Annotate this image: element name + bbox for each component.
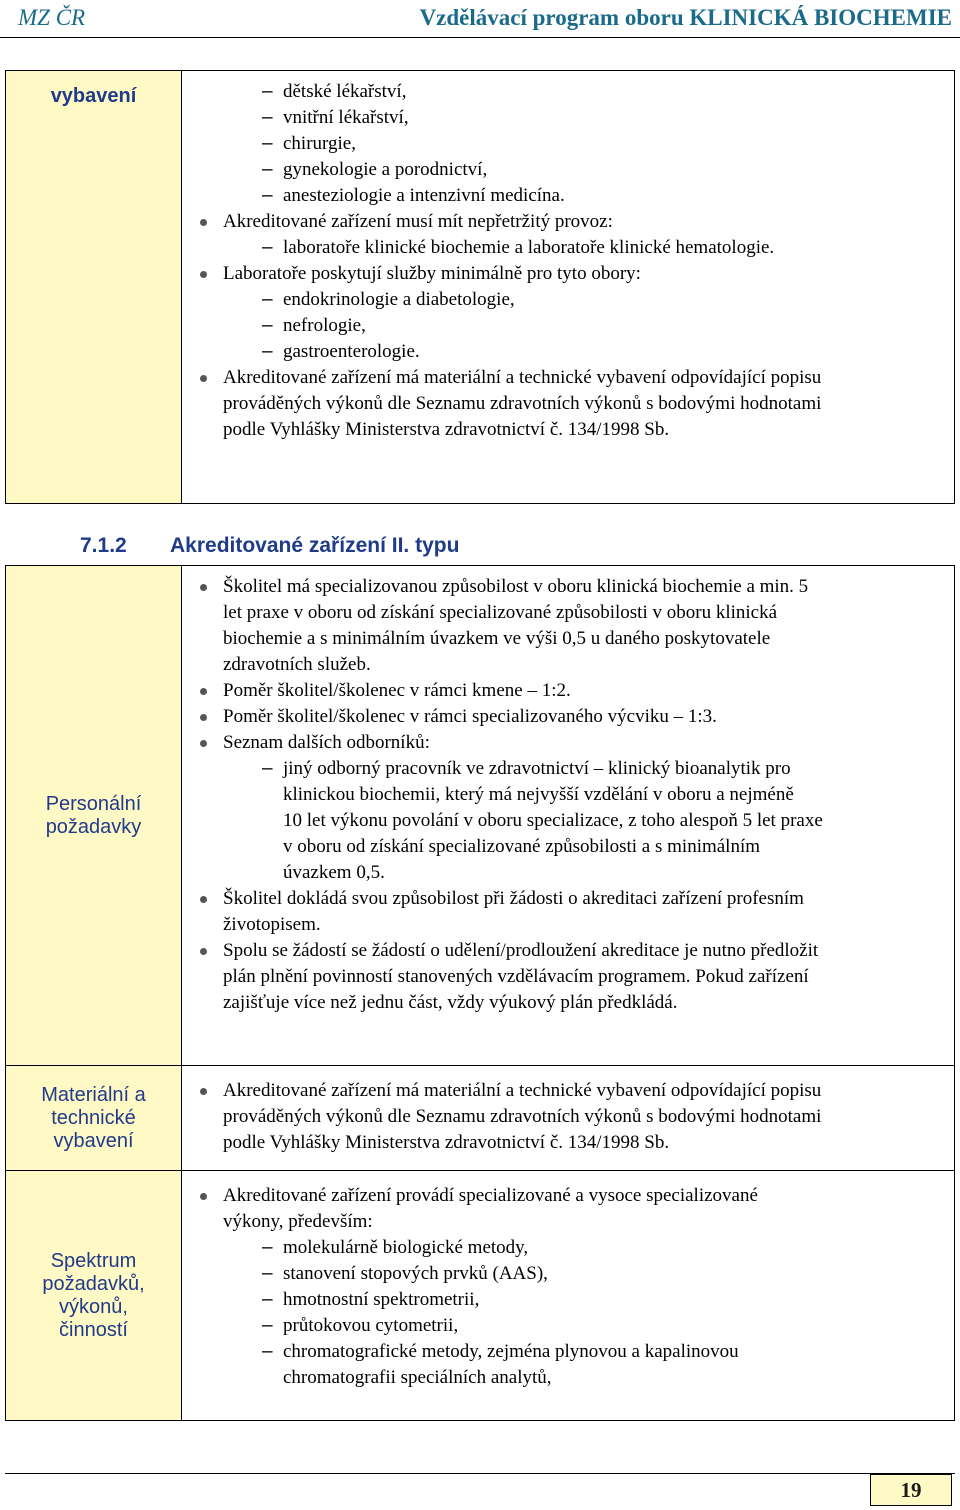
line-text: Laboratoře poskytují služby minimálně pro tyto obory: <box>223 263 641 284</box>
bullet-continuation <box>198 391 944 417</box>
line-text: dětské lékařství, <box>283 81 407 102</box>
header-title: Vzdělávací program oboru KLINICKÁ BIOCHEMIE <box>419 5 952 30</box>
line-text: plán plnění povinností stanovených vzdělávacím programem. Pokud zařízení <box>223 966 809 987</box>
line-text: endokrinologie a diabetologie, <box>283 289 515 310</box>
line-text: anesteziologie a intenzivní medicína. <box>283 185 565 206</box>
line-text: Akreditované zařízení má materiální a technické vybavení odpovídající popisu <box>223 367 822 388</box>
dash-item <box>198 1313 944 1339</box>
line-text: hmotnostní spektrometrii, <box>283 1289 480 1310</box>
bullet-continuation <box>198 1130 944 1156</box>
line-text: molekulárně biologické metody, <box>283 1237 529 1258</box>
dash-continuation <box>198 834 944 860</box>
bullet-icon <box>200 740 207 747</box>
dash-continuation <box>198 1365 944 1391</box>
dash-item <box>198 183 944 209</box>
row-label-spectrum <box>6 1171 182 1421</box>
footer-rule <box>5 1473 955 1474</box>
dash-item <box>198 235 944 261</box>
row-label-personnel <box>6 566 182 1066</box>
content-lines <box>198 1078 944 1156</box>
bullet-icon <box>200 1193 207 1200</box>
dash-icon: – <box>262 1289 273 1310</box>
line-text: v oboru od získání specializované způsobilosti a s minimálním <box>283 836 761 857</box>
bullet-continuation <box>198 626 944 652</box>
line-text: chromatografii speciálních analytů, <box>283 1367 552 1388</box>
bullet-item <box>198 365 944 391</box>
line-text: chromatografické metody, zejména plynovou a kapalinovou <box>283 1341 739 1362</box>
bullet-item <box>198 261 944 287</box>
header-ministry: MZ ČR <box>18 5 86 30</box>
bullet-continuation <box>198 990 944 1016</box>
line-text: Poměr školitel/školenec v rámci kmene – 1:2. <box>223 680 571 701</box>
line-text: Akreditované zařízení provádí specializované a vysoce specializované <box>223 1185 758 1206</box>
dash-icon: – <box>262 81 273 102</box>
line-text: životopisem. <box>223 914 321 935</box>
dash-continuation <box>198 808 944 834</box>
content-lines <box>198 79 944 443</box>
dash-continuation <box>198 860 944 886</box>
bullet-item <box>198 1183 944 1209</box>
table-equipment-continued <box>5 70 955 504</box>
line-text: 10 let výkonu povolání v oboru specializace, z toho alespoň 5 let praxe <box>283 810 823 831</box>
line-text: laboratoře klinické biochemie a laboratoře klinické hematologie. <box>283 237 775 258</box>
dash-icon: – <box>262 159 273 180</box>
bullet-continuation <box>198 1209 944 1235</box>
dash-item <box>198 1287 944 1313</box>
dash-icon: – <box>262 758 273 779</box>
content-lines <box>198 574 944 1016</box>
line-text: výkony, především: <box>223 1211 373 1232</box>
row-label-text: vybavení <box>50 85 137 107</box>
line-text: stanovení stopových prvků (AAS), <box>283 1263 548 1284</box>
line-text: let praxe v oboru od získání specializované způsobilosti v oboru klinická <box>223 602 778 623</box>
bullet-icon <box>200 714 207 721</box>
line-text: průtokovou cytometrii, <box>283 1315 459 1336</box>
bullet-icon <box>200 1088 207 1095</box>
line-text: prováděných výkonů dle Seznamu zdravotních výkonů s bodovými hodnotami <box>223 1106 822 1127</box>
bullet-icon <box>200 271 207 278</box>
line-text: zdravotních služeb. <box>223 654 371 675</box>
line-text: gastroenterologie. <box>283 341 420 362</box>
line-text: podle Vyhlášky Ministerstva zdravotnictví č. 134/1998 Sb. <box>223 1132 670 1153</box>
dash-icon: – <box>262 315 273 336</box>
dash-icon: – <box>262 1263 273 1284</box>
dash-item <box>198 1235 944 1261</box>
line-text: Akreditované zařízení musí mít nepřetržitý provoz: <box>223 211 613 232</box>
line-text: chirurgie, <box>283 133 356 154</box>
line-text: klinickou biochemii, který má nejvyšší vzdělání v oboru a nejméně <box>283 784 794 805</box>
bullet-continuation <box>198 912 944 938</box>
row-label-text: Spektrum požadavků, výkonů, činností <box>42 1249 145 1341</box>
bullet-icon <box>200 948 207 955</box>
dash-icon: – <box>262 237 273 258</box>
content-lines <box>198 1183 944 1391</box>
bullet-item <box>198 574 944 600</box>
line-text: Spolu se žádostí se žádostí o udělení/prodloužení akreditace je nutno předložit <box>223 940 819 961</box>
bullet-item <box>198 886 944 912</box>
bullet-icon <box>200 896 207 903</box>
bullet-continuation <box>198 964 944 990</box>
line-text: Školitel má specializovanou způsobilost v oboru klinická biochemie a min. 5 <box>223 576 809 597</box>
bullet-item <box>198 1078 944 1104</box>
line-text: Seznam dalších odborníků: <box>223 732 430 753</box>
dash-icon: – <box>262 341 273 362</box>
dash-item <box>198 105 944 131</box>
bullet-icon <box>200 375 207 382</box>
dash-item <box>198 287 944 313</box>
dash-item <box>198 313 944 339</box>
dash-item <box>198 1261 944 1287</box>
material-content <box>182 1066 955 1171</box>
row-label-text: Personální požadavky <box>45 792 142 838</box>
section-heading <box>80 534 459 558</box>
bullet-continuation <box>198 417 944 443</box>
dash-icon: – <box>262 1315 273 1336</box>
line-text: nefrologie, <box>283 315 366 336</box>
equipment-content <box>182 71 955 504</box>
bullet-continuation <box>198 600 944 626</box>
line-text: podle Vyhlášky Ministerstva zdravotnictví č. 134/1998 Sb. <box>223 419 670 440</box>
line-text: Školitel dokládá svou způsobilost při žádosti o akreditaci zařízení profesním <box>223 888 804 909</box>
bullet-icon <box>200 688 207 695</box>
bullet-item <box>198 209 944 235</box>
dash-icon: – <box>262 289 273 310</box>
line-text: jiný odborný pracovník ve zdravotnictví – klinický bioanalytik pro <box>283 758 791 779</box>
bullet-item <box>198 704 944 730</box>
line-text: Akreditované zařízení má materiální a technické vybavení odpovídající popisu <box>223 1080 822 1101</box>
line-text: zajišťuje více než jednu část, vždy výukový plán předkládá. <box>223 992 678 1013</box>
line-text: gynekologie a porodnictví, <box>283 159 488 180</box>
dash-item <box>198 1339 944 1365</box>
spectrum-content <box>182 1171 955 1421</box>
dash-icon: – <box>262 185 273 206</box>
line-text: Poměr školitel/školenec v rámci specializovaného výcviku – 1:3. <box>223 706 717 727</box>
line-text: biochemie a s minimálním úvazkem ve výši 0,5 u daného poskytovatele <box>223 628 771 649</box>
bullet-item <box>198 678 944 704</box>
row-label-equipment <box>6 71 182 504</box>
line-text: vnitřní lékařství, <box>283 107 409 128</box>
dash-icon: – <box>262 1237 273 1258</box>
page-header <box>0 0 960 38</box>
page-number: 19 <box>870 1474 952 1506</box>
personnel-content <box>182 566 955 1066</box>
line-text: prováděných výkonů dle Seznamu zdravotních výkonů s bodovými hodnotami <box>223 393 822 414</box>
dash-item <box>198 157 944 183</box>
dash-item <box>198 79 944 105</box>
bullet-icon <box>200 219 207 226</box>
dash-item <box>198 131 944 157</box>
dash-icon: – <box>262 1341 273 1362</box>
dash-icon: – <box>262 107 273 128</box>
row-label-material <box>6 1066 182 1171</box>
dash-icon: – <box>262 133 273 154</box>
section-number: 7.1.2 <box>80 534 127 557</box>
bullet-continuation <box>198 652 944 678</box>
bullet-continuation <box>198 1104 944 1130</box>
dash-item <box>198 756 944 782</box>
dash-item <box>198 339 944 365</box>
dash-continuation <box>198 782 944 808</box>
table-facility-type-ii <box>5 565 955 1421</box>
section-title: Akreditované zařízení II. typu <box>170 534 460 557</box>
bullet-item <box>198 730 944 756</box>
line-text: úvazkem 0,5. <box>283 862 385 883</box>
bullet-icon <box>200 584 207 591</box>
row-label-text: Materiální a technické vybavení <box>41 1083 146 1152</box>
bullet-item <box>198 938 944 964</box>
